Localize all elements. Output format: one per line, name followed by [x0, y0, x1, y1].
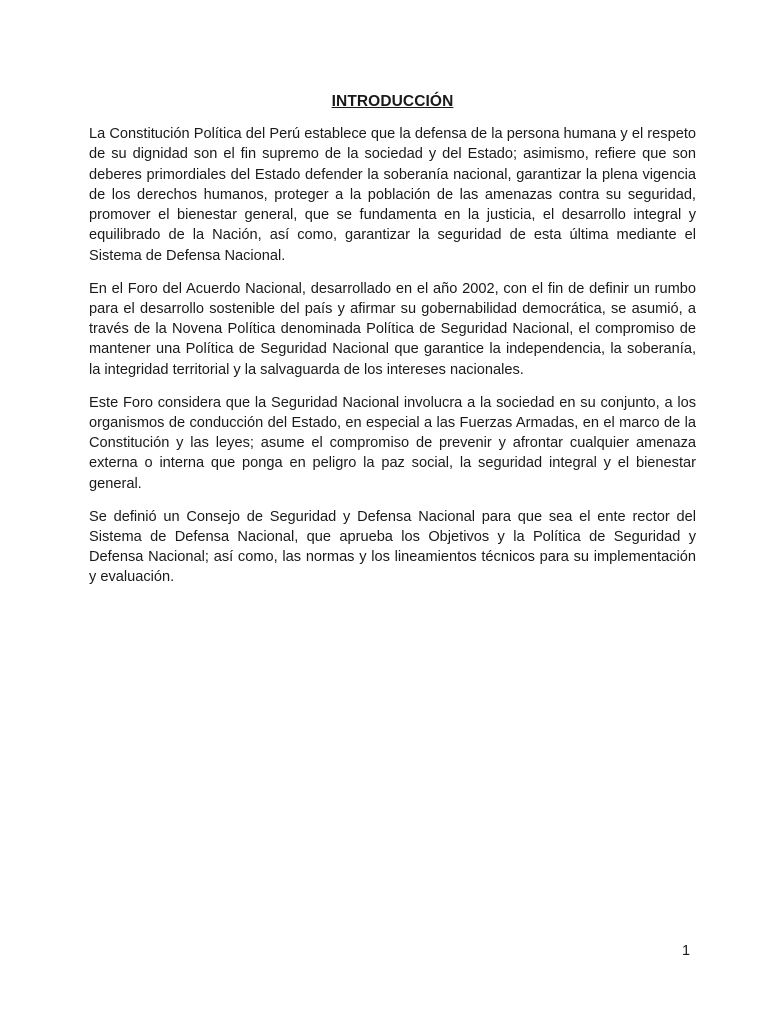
- paragraph-acuerdo-nacional: En el Foro del Acuerdo Nacional, desarrollado en el año 2002, con el fin de definir un rumbo para el desarrollo sostenible del país y afirmar su gobernabilidad democrática, se asumió, a través de la Novena Política denominada Política de Seguridad Nacional, el compromiso de mantener una Política de Seguridad Nacional que garantice la independencia, la soberanía, la integridad territorial y la salvaguarda de los intereses nacionales.: [89, 280, 696, 378]
- paragraph-constitucion: La Constitución Política del Perú establece que la defensa de la persona humana y el respeto de su dignidad son el fin supremo de la sociedad y del Estado; asimismo, refiere que son deberes primordiales del Estado defender la soberanía nacional, garantizar la plena vigencia de los derechos humanos, proteger a la población de las amenazas contra su seguridad, promover el bienestar general, que se fundamenta en la justicia, el desarrollo integral y equilibrado de la Nación, así como, garantizar la seguridad de esta última mediante el Sistema de Defensa Nacional.: [89, 126, 696, 264]
- document-title: INTRODUCCIÓN: [331, 93, 454, 110]
- document-body: [89, 92, 696, 600]
- paragraph-seguridad-nacional: Este Foro considera que la Seguridad Nacional involucra a la sociedad en su conjunto, a los organismos de conducción del Estado, en especial a las Fuerzas Armadas, en el marco de la Constitución y las leyes; asume el compromiso de prevenir y afrontar cualquier amenaza externa o interna que ponga en peligro la paz social, la seguridad integral y el bienestar general.: [89, 394, 696, 492]
- paragraph-consejo: Se definió un Consejo de Seguridad y Defensa Nacional para que sea el ente rector del Sistema de Defensa Nacional, que aprueba los Objetivos y la Política de Seguridad y Defensa Nacional; así como, las normas y los lineamientos técnicos para su implementación y evaluación.: [89, 508, 696, 586]
- page-number: 1: [682, 943, 691, 959]
